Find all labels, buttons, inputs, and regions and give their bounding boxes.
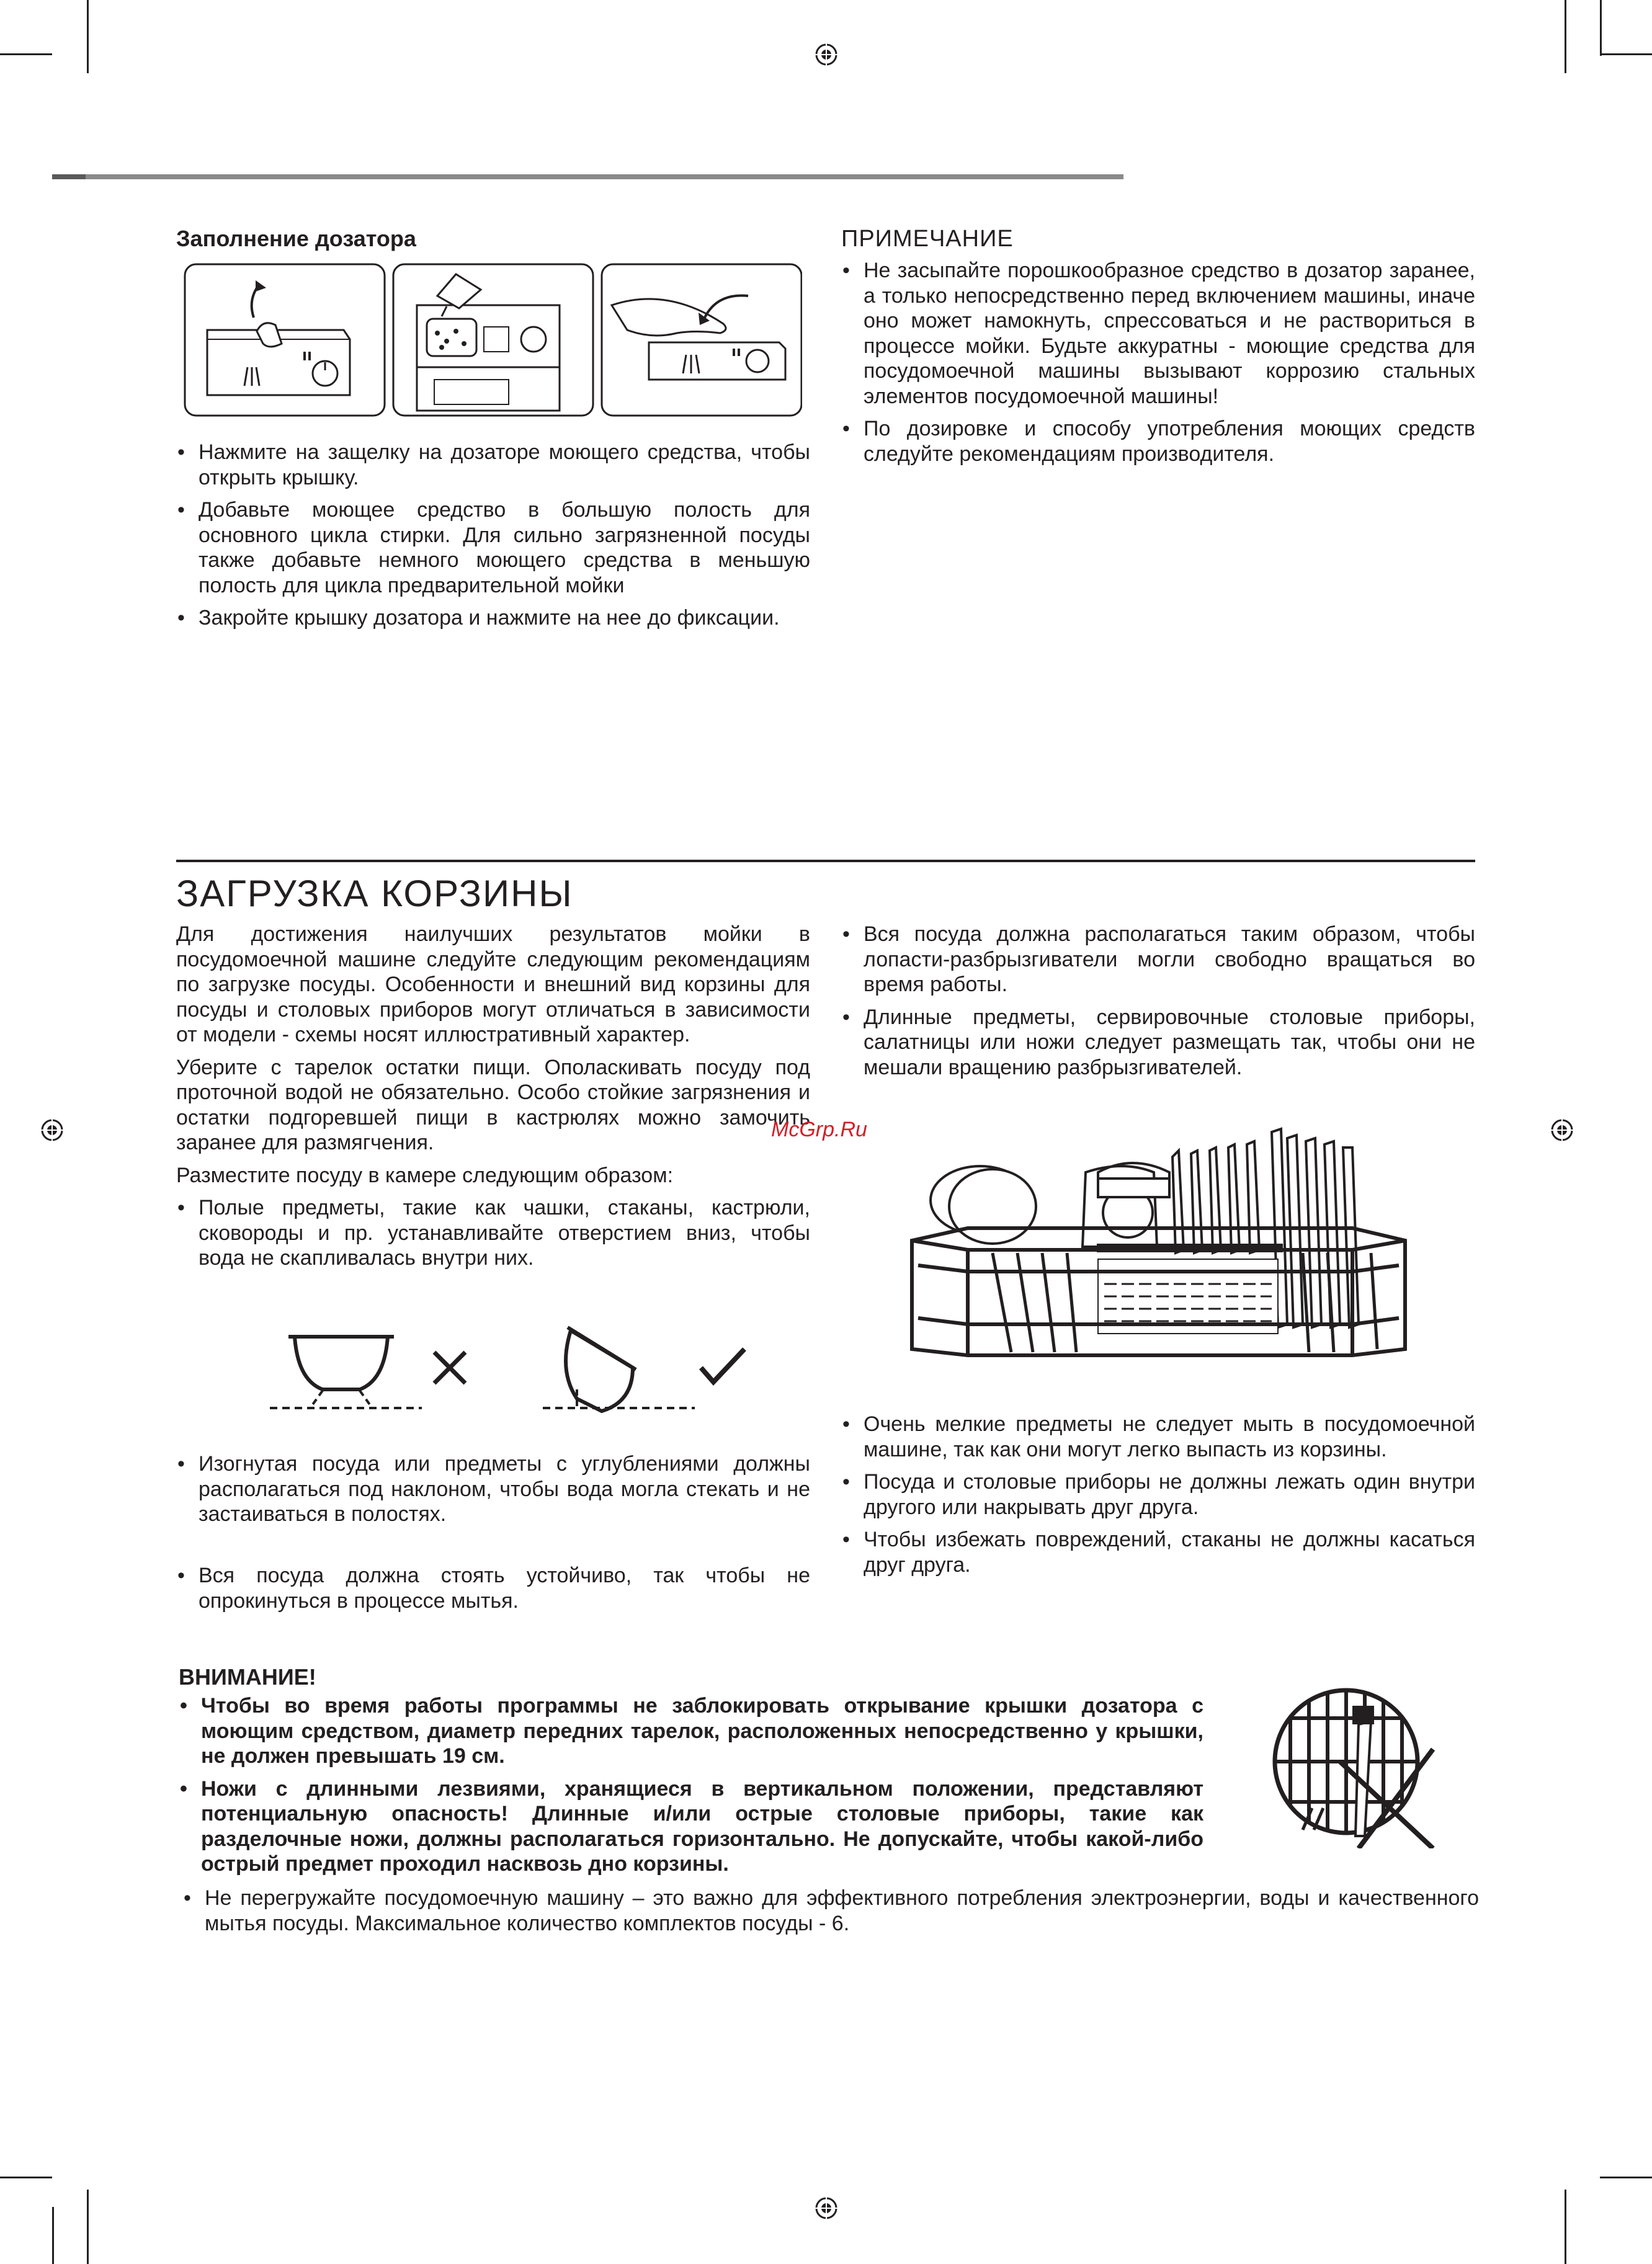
note-item-1: • Не засыпайте порошкообразное средство в дозатор заранее, а только непосредственно перед включением машины, иначе оно может намокнуть, спрессоваться и не раствориться в процессе мойки. Будьте аккуратны - моющие средства для посудомоечной машины вызывают коррозию стальных элементов посудомоечной машины!: [841, 258, 1475, 409]
hollow-items-instruction: • Полые предметы, такие как чашки, стаканы, кастрюли, сковороды и пр. устанавливайте отверстием вниз, чтобы вода не скапливалась внутри них.: [176, 1195, 810, 1271]
warning-item-1: • Чтобы во время работы программы не заблокировать открывание крышки дозатора с моющим средством, диаметр передних тарелок, расположенных непосредственно у крышки, не должен превышать 19 см.: [179, 1693, 1203, 1769]
crop-mark: [0, 53, 52, 55]
note-item-2: • По дозировке и способу употребления моющих средств следуйте рекомендациям производителя.: [841, 416, 1475, 466]
glasses-instruction: • Чтобы избежать повреждений, стаканы не должны касаться друг друга.: [841, 1527, 1475, 1577]
dispenser-steps-list: [176, 440, 810, 638]
crop-mark: [1565, 2190, 1566, 2264]
dispenser-heading: Заполнение дозатора: [176, 226, 416, 251]
crop-mark: [1600, 53, 1652, 55]
knife-warning-illustration: [1266, 1681, 1439, 1848]
note-title: ПРИМЕЧАНИЕ: [841, 226, 1014, 252]
crop-mark: [87, 2190, 89, 2264]
loading-left-list-1: [176, 1195, 810, 1271]
cross-icon: [434, 1352, 465, 1383]
note-list: [841, 258, 1475, 474]
crop-mark: [52, 2207, 54, 2264]
registration-mark-icon: [814, 42, 839, 67]
loading-left-column: [176, 922, 810, 1278]
registration-mark-icon: [40, 1118, 65, 1143]
dispenser-step-1: • Нажмите на защелку на дозаторе моющего средства, чтобы открыть крышку.: [176, 440, 810, 490]
bowl-orientation-illustration: [267, 1315, 763, 1420]
loading-left-list-3: [176, 1563, 810, 1621]
dispenser-step-3-image: [602, 264, 801, 416]
watermark-link[interactable]: McGrp.Ru: [771, 1118, 867, 1141]
dish-basket-illustration: [900, 1120, 1413, 1368]
dispenser-step-1-image: [185, 264, 385, 416]
loading-para-3: Разместите посуду в камере следующим образом:: [176, 1163, 674, 1187]
section-rule: [176, 860, 1475, 862]
bowl-wrong-image: [270, 1337, 422, 1408]
registration-mark-icon: [814, 2196, 839, 2221]
loading-intro: Для достижения наилучших результатов мойки в посудомоечной машине следуйте следующим рекомендациям по загрузке посуды. Особенности и внешний вид корзины для посуды и столовых приборов могут отличаться в зависимости от модели - схемы носят иллюстративный характер.: [176, 922, 810, 1046]
loading-para-2: Уберите с тарелок остатки пищи. Ополаскивать посуду под проточной водой не обязательно. Особо стойкие загрязнения и остатки подгоревшей пищи в кастрюлях можно замочить заранее для размягчения.: [176, 1055, 810, 1154]
dispenser-step-3: • Закройте крышку дозатора и нажмите на нее до фиксации.: [176, 605, 810, 631]
header-rule-start: [52, 174, 86, 179]
nesting-instruction: • Посуда и столовые приборы не должны лежать один внутри другого или накрывать друг друга.: [841, 1469, 1475, 1520]
warning-item-2: • Ножи с длинными лезвиями, хранящиеся в вертикальном положении, представляют потенциальную опасность! Длинные и/или острые столовые приборы, такие как разделочные ножи, должны располагаться горизонтально. Не допускайте, чтобы какой-либо острый предмет проходил насквозь дно корзины.: [179, 1776, 1203, 1877]
loading-right-list-top: [841, 922, 1475, 1087]
warning-list: [179, 1693, 1203, 1884]
crop-mark: [1600, 2177, 1652, 2178]
warning-title: ВНИМАНИЕ!: [179, 1664, 316, 1690]
stability-instruction: • Вся посуда должна стоять устойчиво, так чтобы не опрокинуться в процессе мытья.: [176, 1563, 810, 1613]
dispenser-steps-illustration: [182, 262, 802, 418]
crop-mark: [1565, 0, 1566, 73]
long-items-instruction: • Длинные предметы, сервировочные столовые приборы, салатницы или ножи следует размещать так, чтобы они не мешали вращению разбрызгивателей.: [841, 1005, 1475, 1081]
crop-mark: [1600, 0, 1602, 56]
dispenser-step-2-image: [393, 264, 593, 416]
overload-list: [182, 1886, 1479, 1943]
registration-mark-icon: [1550, 1118, 1574, 1143]
loading-left-list-2: [176, 1451, 810, 1535]
overload-instruction: • Не перегружайте посудомоечную машину – это важно для эффективного потребления электроэнергии, воды и качественного мытья посуды. Максимальное количество комплектов посуды - 6.: [182, 1886, 1479, 1936]
small-items-instruction: • Очень мелкие предметы не следует мыть в посудомоечной машине, так как они могут легко выпасть из корзины.: [841, 1412, 1475, 1462]
spray-arm-instruction: • Вся посуда должна располагаться таким образом, чтобы лопасти-разбрызгиватели могли свободно вращаться во время работы.: [841, 922, 1475, 997]
crop-mark: [0, 2177, 52, 2178]
dispenser-step-2: • Добавьте моющее средство в большую полость для основного цикла стирки. Для сильно загрязненной посуды также добавьте немного моющего средства в меньшую полость для цикла предварительной мойки: [176, 497, 810, 598]
header-rule: [52, 174, 1123, 179]
crop-mark: [87, 0, 89, 73]
curved-items-instruction: • Изогнутая посуда или предметы с углублениями должны располагаться под наклоном, чтобы вода могла стекать и не застаиваться в полостях.: [176, 1451, 810, 1527]
bowl-correct-image: [543, 1327, 695, 1411]
loading-right-list-bottom: [841, 1412, 1475, 1585]
check-icon: [701, 1349, 744, 1382]
section-title: ЗАГРУЗКА КОРЗИНЫ: [176, 873, 573, 914]
